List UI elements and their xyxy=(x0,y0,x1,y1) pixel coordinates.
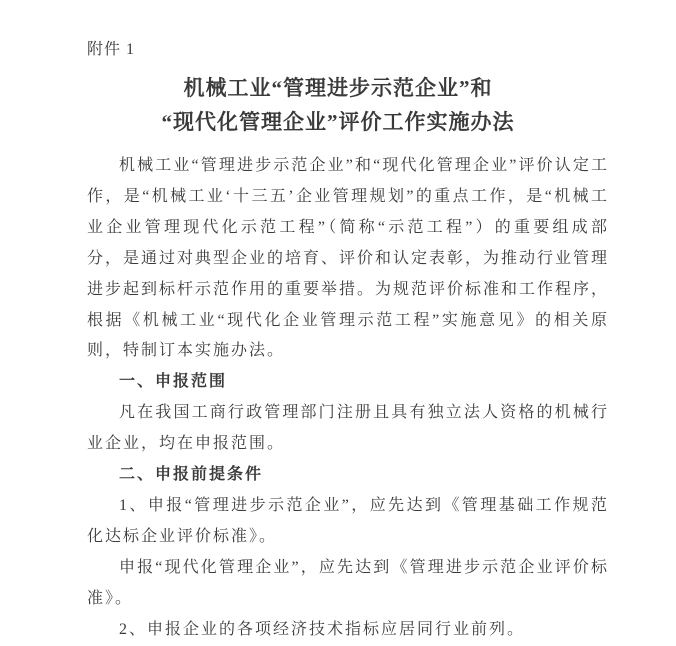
section-heading-declaration-scope: 一、申报范围 xyxy=(119,373,228,391)
attachment-label: 附件 1 xyxy=(87,41,136,58)
document-title-line-1: 机械工业“管理进步示范企业”和 xyxy=(183,76,493,100)
prerequisite-item-1b-paragraph: 申报“现代化管理企业”，应先达到《管理进步示范企业评价标准》。 xyxy=(87,558,609,607)
intro-paragraph: 机械工业“管理进步示范企业”和“现代化管理企业”评价认定工作，是“机械工业‘十三五’企业管理规划”的重点工作，是“机械工业企业管理现代化示范工程”（简称“示范工程”）的重要组成部分，是通过对典型企业的培育、评价和认定表彰，为推动行业管理进步起到标杆示范作用的重要举措。为规范评价标准和工作程序，根据《机械工业“现代化企业管理示范工程”实施意见》的相关原则，特制订本实施办法。 xyxy=(87,157,610,360)
scope-paragraph: 凡在我国工商行政管理部门注册且具有独立法人资格的机械行业企业，均在申报范围。 xyxy=(87,404,609,453)
document-body xyxy=(87,151,609,646)
document-title xyxy=(0,72,676,139)
document-title-line-2: “现代化管理企业”评价工作实施办法 xyxy=(161,109,515,134)
section-heading-declaration-prerequisites: 二、申报前提条件 xyxy=(119,466,264,484)
prerequisite-item-1-paragraph: 1、申报“管理进步示范企业”，应先达到《管理基础工作规范化达标企业评价标准》。 xyxy=(87,496,609,545)
prerequisite-item-2-paragraph: 2、申报企业的各项经济技术指标应居同行业前列。 xyxy=(119,620,526,638)
